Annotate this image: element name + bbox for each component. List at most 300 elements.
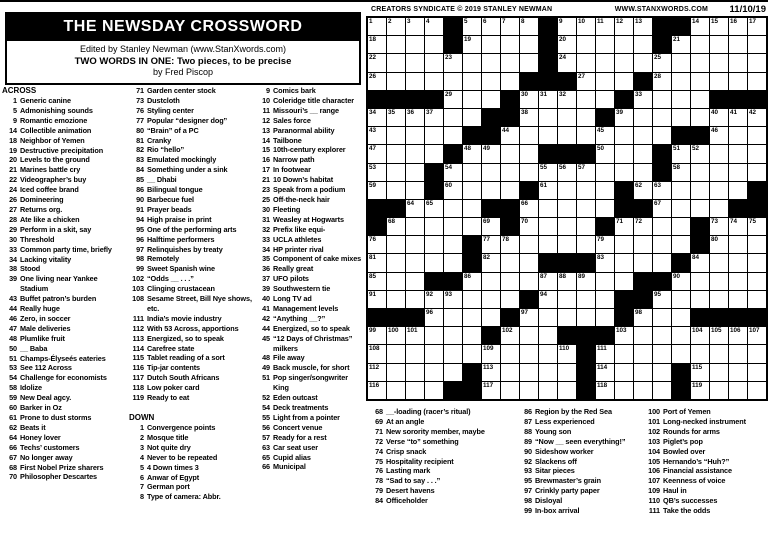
grid-cell[interactable]: [387, 73, 405, 90]
grid-cell[interactable]: [444, 309, 462, 326]
grid-cell[interactable]: [729, 18, 747, 35]
grid-cell[interactable]: [653, 309, 671, 326]
grid-cell[interactable]: [710, 18, 728, 35]
grid-cell[interactable]: [710, 109, 728, 126]
grid-cell[interactable]: [653, 109, 671, 126]
grid-cell[interactable]: [691, 291, 709, 308]
grid-cell[interactable]: [368, 109, 386, 126]
grid-cell[interactable]: [634, 91, 652, 108]
grid-cell[interactable]: [406, 236, 424, 253]
grid-cell[interactable]: [615, 364, 633, 381]
grid-cell[interactable]: [653, 91, 671, 108]
grid-cell[interactable]: [501, 254, 519, 271]
grid-cell[interactable]: [501, 364, 519, 381]
grid-cell[interactable]: [596, 345, 614, 362]
grid-cell[interactable]: [691, 36, 709, 53]
grid-cell[interactable]: [634, 345, 652, 362]
grid-cell[interactable]: [482, 145, 500, 162]
grid-cell[interactable]: [501, 18, 519, 35]
grid-cell[interactable]: [691, 18, 709, 35]
grid-cell[interactable]: [520, 345, 538, 362]
grid-cell[interactable]: [463, 91, 481, 108]
grid-cell[interactable]: [539, 327, 557, 344]
grid-cell[interactable]: [615, 345, 633, 362]
grid-cell[interactable]: [501, 127, 519, 144]
grid-cell[interactable]: [425, 36, 443, 53]
grid-cell[interactable]: [463, 54, 481, 71]
grid-cell[interactable]: [425, 382, 443, 399]
grid-cell[interactable]: [634, 182, 652, 199]
grid-cell[interactable]: [482, 345, 500, 362]
grid-cell[interactable]: [729, 145, 747, 162]
grid-cell[interactable]: [368, 364, 386, 381]
grid-cell[interactable]: [558, 36, 576, 53]
grid-cell[interactable]: [368, 236, 386, 253]
grid-cell[interactable]: [463, 182, 481, 199]
grid-cell[interactable]: [520, 18, 538, 35]
grid-cell[interactable]: [691, 91, 709, 108]
grid-cell[interactable]: [558, 91, 576, 108]
grid-cell[interactable]: [596, 164, 614, 181]
grid-cell[interactable]: [710, 73, 728, 90]
grid-cell[interactable]: [615, 327, 633, 344]
grid-cell[interactable]: [672, 200, 690, 217]
grid-cell[interactable]: [482, 254, 500, 271]
grid-cell[interactable]: [653, 200, 671, 217]
grid-cell[interactable]: [672, 164, 690, 181]
grid-cell[interactable]: [539, 91, 557, 108]
grid-cell[interactable]: [406, 54, 424, 71]
grid-cell[interactable]: [748, 218, 766, 235]
grid-cell[interactable]: [615, 164, 633, 181]
grid-cell[interactable]: [425, 127, 443, 144]
grid-cell[interactable]: [577, 218, 595, 235]
grid-cell[interactable]: [748, 73, 766, 90]
grid-cell[interactable]: [368, 18, 386, 35]
grid-cell[interactable]: [634, 309, 652, 326]
grid-cell[interactable]: [615, 18, 633, 35]
grid-cell[interactable]: [729, 382, 747, 399]
grid-cell[interactable]: [729, 327, 747, 344]
grid-cell[interactable]: [558, 54, 576, 71]
grid-cell[interactable]: [368, 182, 386, 199]
grid-cell[interactable]: [748, 164, 766, 181]
grid-cell[interactable]: [634, 364, 652, 381]
grid-cell[interactable]: [615, 36, 633, 53]
grid-cell[interactable]: [368, 164, 386, 181]
grid-cell[interactable]: [425, 218, 443, 235]
grid-cell[interactable]: [729, 254, 747, 271]
grid-cell[interactable]: [406, 109, 424, 126]
grid-cell[interactable]: [520, 327, 538, 344]
grid-cell[interactable]: [710, 291, 728, 308]
grid-cell[interactable]: [387, 273, 405, 290]
grid-cell[interactable]: [463, 109, 481, 126]
grid-cell[interactable]: [748, 291, 766, 308]
grid-cell[interactable]: [596, 364, 614, 381]
grid-cell[interactable]: [425, 364, 443, 381]
grid-cell[interactable]: [748, 127, 766, 144]
grid-cell[interactable]: [520, 36, 538, 53]
grid-cell[interactable]: [444, 200, 462, 217]
grid-cell[interactable]: [596, 18, 614, 35]
grid-cell[interactable]: [634, 327, 652, 344]
grid-cell[interactable]: [748, 236, 766, 253]
grid-cell[interactable]: [482, 91, 500, 108]
grid-cell[interactable]: [501, 327, 519, 344]
grid-cell[interactable]: [596, 182, 614, 199]
grid-cell[interactable]: [406, 364, 424, 381]
grid-cell[interactable]: [558, 18, 576, 35]
grid-cell[interactable]: [710, 236, 728, 253]
grid-cell[interactable]: [653, 254, 671, 271]
grid-cell[interactable]: [710, 36, 728, 53]
grid-cell[interactable]: [387, 327, 405, 344]
grid-cell[interactable]: [406, 127, 424, 144]
grid-cell[interactable]: [463, 309, 481, 326]
grid-cell[interactable]: [596, 73, 614, 90]
grid-cell[interactable]: [748, 36, 766, 53]
grid-cell[interactable]: [425, 291, 443, 308]
grid-cell[interactable]: [482, 54, 500, 71]
grid-cell[interactable]: [406, 291, 424, 308]
grid-cell[interactable]: [368, 345, 386, 362]
grid-cell[interactable]: [425, 109, 443, 126]
grid-cell[interactable]: [729, 182, 747, 199]
grid-cell[interactable]: [653, 291, 671, 308]
grid-cell[interactable]: [596, 200, 614, 217]
grid-cell[interactable]: [387, 145, 405, 162]
grid-cell[interactable]: [710, 200, 728, 217]
grid-cell[interactable]: [634, 145, 652, 162]
grid-cell[interactable]: [444, 327, 462, 344]
grid-cell[interactable]: [729, 236, 747, 253]
grid-cell[interactable]: [634, 54, 652, 71]
grid-cell[interactable]: [463, 36, 481, 53]
grid-cell[interactable]: [672, 109, 690, 126]
grid-cell[interactable]: [463, 345, 481, 362]
grid-cell[interactable]: [539, 291, 557, 308]
grid-cell[interactable]: [653, 182, 671, 199]
grid-cell[interactable]: [672, 182, 690, 199]
grid-cell[interactable]: [368, 254, 386, 271]
grid-cell[interactable]: [387, 254, 405, 271]
grid-cell[interactable]: [539, 345, 557, 362]
grid-cell[interactable]: [539, 164, 557, 181]
grid-cell[interactable]: [368, 291, 386, 308]
grid-cell[interactable]: [634, 127, 652, 144]
grid-cell[interactable]: [520, 254, 538, 271]
grid-cell[interactable]: [653, 218, 671, 235]
grid-cell[interactable]: [729, 218, 747, 235]
grid-cell[interactable]: [463, 218, 481, 235]
grid-cell[interactable]: [615, 218, 633, 235]
grid-cell[interactable]: [520, 145, 538, 162]
grid-cell[interactable]: [672, 291, 690, 308]
grid-cell[interactable]: [368, 54, 386, 71]
grid-cell[interactable]: [596, 382, 614, 399]
grid-cell[interactable]: [501, 345, 519, 362]
grid-cell[interactable]: [520, 364, 538, 381]
grid-cell[interactable]: [653, 54, 671, 71]
grid-cell[interactable]: [596, 273, 614, 290]
grid-cell[interactable]: [387, 236, 405, 253]
grid-cell[interactable]: [729, 164, 747, 181]
grid-cell[interactable]: [425, 345, 443, 362]
grid-cell[interactable]: [387, 182, 405, 199]
grid-cell[interactable]: [691, 364, 709, 381]
grid-cell[interactable]: [653, 236, 671, 253]
grid-cell[interactable]: [729, 109, 747, 126]
grid-cell[interactable]: [482, 182, 500, 199]
grid-cell[interactable]: [691, 382, 709, 399]
grid-cell[interactable]: [501, 182, 519, 199]
grid-cell[interactable]: [387, 127, 405, 144]
grid-cell[interactable]: [691, 109, 709, 126]
grid-cell[interactable]: [577, 164, 595, 181]
grid-cell[interactable]: [596, 54, 614, 71]
grid-cell[interactable]: [387, 109, 405, 126]
grid-cell[interactable]: [501, 273, 519, 290]
grid-cell[interactable]: [729, 273, 747, 290]
grid-cell[interactable]: [710, 345, 728, 362]
grid-cell[interactable]: [520, 164, 538, 181]
grid-cell[interactable]: [558, 291, 576, 308]
grid-cell[interactable]: [615, 254, 633, 271]
grid-cell[interactable]: [501, 145, 519, 162]
grid-cell[interactable]: [501, 36, 519, 53]
grid-cell[interactable]: [387, 164, 405, 181]
grid-cell[interactable]: [672, 145, 690, 162]
grid-cell[interactable]: [691, 145, 709, 162]
grid-cell[interactable]: [596, 36, 614, 53]
grid-cell[interactable]: [425, 145, 443, 162]
grid-cell[interactable]: [748, 364, 766, 381]
grid-cell[interactable]: [539, 364, 557, 381]
grid-cell[interactable]: [501, 236, 519, 253]
grid-cell[interactable]: [539, 236, 557, 253]
grid-cell[interactable]: [368, 382, 386, 399]
grid-cell[interactable]: [406, 327, 424, 344]
grid-cell[interactable]: [634, 36, 652, 53]
grid-cell[interactable]: [691, 273, 709, 290]
grid-cell[interactable]: [558, 345, 576, 362]
grid-cell[interactable]: [444, 254, 462, 271]
grid-cell[interactable]: [463, 200, 481, 217]
grid-cell[interactable]: [748, 345, 766, 362]
grid-cell[interactable]: [634, 109, 652, 126]
grid-cell[interactable]: [463, 18, 481, 35]
grid-cell[interactable]: [691, 73, 709, 90]
grid-cell[interactable]: [748, 382, 766, 399]
grid-cell[interactable]: [558, 218, 576, 235]
grid-cell[interactable]: [577, 54, 595, 71]
grid-cell[interactable]: [425, 200, 443, 217]
grid-cell[interactable]: [425, 54, 443, 71]
grid-cell[interactable]: [577, 200, 595, 217]
grid-cell[interactable]: [482, 236, 500, 253]
grid-cell[interactable]: [577, 18, 595, 35]
grid-cell[interactable]: [615, 236, 633, 253]
grid-cell[interactable]: [596, 309, 614, 326]
grid-cell[interactable]: [539, 309, 557, 326]
grid-cell[interactable]: [634, 164, 652, 181]
grid-cell[interactable]: [653, 327, 671, 344]
grid-cell[interactable]: [710, 218, 728, 235]
grid-cell[interactable]: [710, 254, 728, 271]
grid-cell[interactable]: [653, 345, 671, 362]
grid-cell[interactable]: [558, 273, 576, 290]
grid-cell[interactable]: [615, 109, 633, 126]
grid-cell[interactable]: [501, 382, 519, 399]
grid-cell[interactable]: [577, 182, 595, 199]
grid-cell[interactable]: [577, 236, 595, 253]
grid-cell[interactable]: [368, 36, 386, 53]
grid-cell[interactable]: [482, 36, 500, 53]
grid-cell[interactable]: [406, 73, 424, 90]
grid-cell[interactable]: [425, 18, 443, 35]
grid-cell[interactable]: [406, 345, 424, 362]
grid-cell[interactable]: [672, 218, 690, 235]
grid-cell[interactable]: [596, 91, 614, 108]
grid-cell[interactable]: [710, 127, 728, 144]
grid-cell[interactable]: [406, 182, 424, 199]
grid-cell[interactable]: [577, 273, 595, 290]
grid-cell[interactable]: [444, 218, 462, 235]
grid-cell[interactable]: [748, 18, 766, 35]
grid-cell[interactable]: [596, 254, 614, 271]
grid-cell[interactable]: [387, 345, 405, 362]
grid-cell[interactable]: [691, 327, 709, 344]
grid-cell[interactable]: [406, 36, 424, 53]
grid-cell[interactable]: [406, 200, 424, 217]
grid-cell[interactable]: [558, 200, 576, 217]
grid-cell[interactable]: [406, 273, 424, 290]
grid-cell[interactable]: [387, 36, 405, 53]
grid-cell[interactable]: [691, 200, 709, 217]
grid-cell[interactable]: [501, 54, 519, 71]
grid-cell[interactable]: [577, 36, 595, 53]
grid-cell[interactable]: [672, 54, 690, 71]
grid-cell[interactable]: [406, 164, 424, 181]
grid-cell[interactable]: [463, 273, 481, 290]
grid-cell[interactable]: [444, 182, 462, 199]
grid-cell[interactable]: [558, 164, 576, 181]
grid-cell[interactable]: [615, 73, 633, 90]
grid-cell[interactable]: [444, 127, 462, 144]
grid-cell[interactable]: [520, 91, 538, 108]
grid-cell[interactable]: [653, 127, 671, 144]
grid-cell[interactable]: [596, 127, 614, 144]
grid-cell[interactable]: [368, 327, 386, 344]
grid-cell[interactable]: [482, 309, 500, 326]
grid-cell[interactable]: [406, 382, 424, 399]
grid-cell[interactable]: [501, 164, 519, 181]
grid-cell[interactable]: [729, 291, 747, 308]
grid-cell[interactable]: [444, 364, 462, 381]
grid-cell[interactable]: [406, 18, 424, 35]
grid-cell[interactable]: [558, 236, 576, 253]
grid-cell[interactable]: [539, 382, 557, 399]
grid-cell[interactable]: [634, 18, 652, 35]
grid-cell[interactable]: [558, 109, 576, 126]
grid-cell[interactable]: [596, 145, 614, 162]
grid-cell[interactable]: [520, 309, 538, 326]
grid-cell[interactable]: [672, 36, 690, 53]
grid-cell[interactable]: [406, 145, 424, 162]
grid-cell[interactable]: [710, 364, 728, 381]
grid-cell[interactable]: [672, 73, 690, 90]
grid-cell[interactable]: [634, 254, 652, 271]
grid-cell[interactable]: [748, 109, 766, 126]
grid-cell[interactable]: [482, 164, 500, 181]
grid-cell[interactable]: [463, 145, 481, 162]
grid-cell[interactable]: [444, 164, 462, 181]
grid-cell[interactable]: [520, 273, 538, 290]
grid-cell[interactable]: [463, 164, 481, 181]
grid-cell[interactable]: [634, 218, 652, 235]
grid-cell[interactable]: [748, 327, 766, 344]
grid-cell[interactable]: [368, 73, 386, 90]
grid-cell[interactable]: [653, 364, 671, 381]
grid-cell[interactable]: [501, 73, 519, 90]
grid-cell[interactable]: [444, 345, 462, 362]
grid-cell[interactable]: [634, 382, 652, 399]
grid-cell[interactable]: [748, 254, 766, 271]
grid-cell[interactable]: [672, 327, 690, 344]
grid-cell[interactable]: [615, 54, 633, 71]
grid-cell[interactable]: [482, 273, 500, 290]
grid-cell[interactable]: [691, 164, 709, 181]
grid-cell[interactable]: [520, 382, 538, 399]
grid-cell[interactable]: [387, 54, 405, 71]
grid-cell[interactable]: [539, 200, 557, 217]
grid-cell[interactable]: [463, 291, 481, 308]
grid-cell[interactable]: [729, 54, 747, 71]
grid-cell[interactable]: [368, 127, 386, 144]
grid-cell[interactable]: [444, 291, 462, 308]
grid-cell[interactable]: [539, 218, 557, 235]
grid-cell[interactable]: [558, 364, 576, 381]
grid-cell[interactable]: [729, 36, 747, 53]
grid-cell[interactable]: [425, 254, 443, 271]
grid-cell[interactable]: [482, 364, 500, 381]
grid-cell[interactable]: [558, 182, 576, 199]
grid-cell[interactable]: [691, 254, 709, 271]
grid-cell[interactable]: [596, 236, 614, 253]
grid-cell[interactable]: [482, 382, 500, 399]
grid-cell[interactable]: [482, 18, 500, 35]
grid-cell[interactable]: [387, 364, 405, 381]
grid-cell[interactable]: [444, 236, 462, 253]
grid-cell[interactable]: [539, 109, 557, 126]
grid-cell[interactable]: [710, 382, 728, 399]
grid-cell[interactable]: [558, 309, 576, 326]
grid-cell[interactable]: [387, 218, 405, 235]
grid-cell[interactable]: [710, 327, 728, 344]
grid-cell[interactable]: [444, 109, 462, 126]
grid-cell[interactable]: [729, 127, 747, 144]
grid-cell[interactable]: [729, 73, 747, 90]
grid-cell[interactable]: [710, 54, 728, 71]
grid-cell[interactable]: [558, 127, 576, 144]
grid-cell[interactable]: [653, 382, 671, 399]
grid-cell[interactable]: [672, 236, 690, 253]
grid-cell[interactable]: [672, 91, 690, 108]
grid-cell[interactable]: [425, 327, 443, 344]
grid-cell[interactable]: [710, 273, 728, 290]
grid-cell[interactable]: [691, 54, 709, 71]
